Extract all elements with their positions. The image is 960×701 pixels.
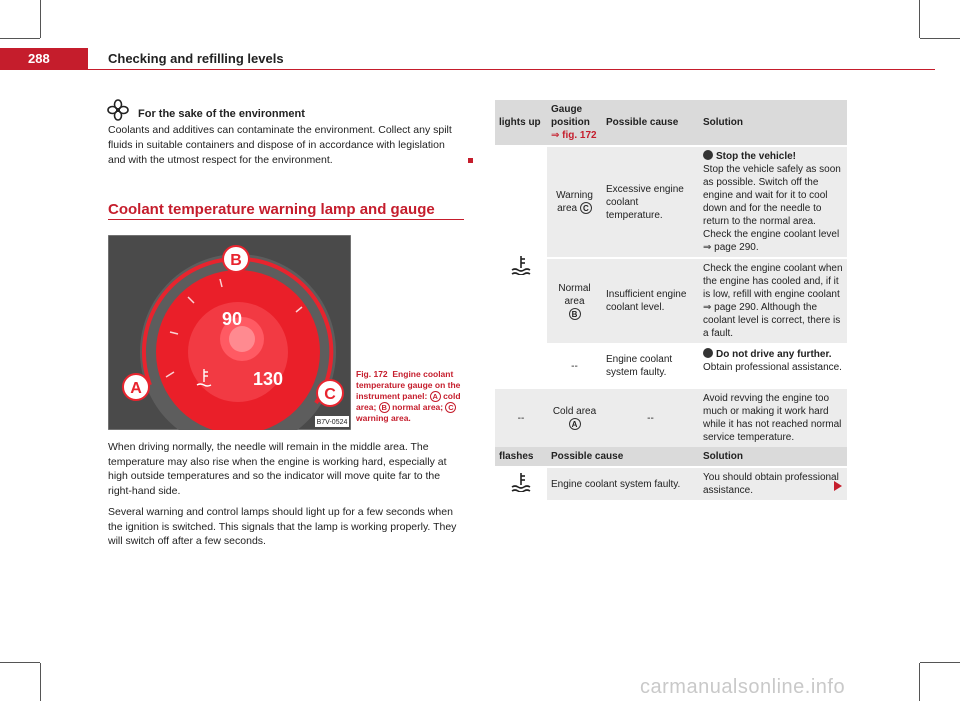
figure-label-a: A — [130, 380, 142, 397]
cause-cell: Excessive engine coolant temperature. — [602, 146, 699, 258]
body-paragraph-1: When driving normally, the needle will remain in the middle area. The temperature may also rise when the engine is working hard, especially at high outside temperatures and so the indicator will move quite far to the right-hand side. — [108, 441, 447, 497]
column-header-lights-up: lights up — [495, 100, 547, 146]
end-mark — [468, 158, 473, 163]
table-row — [495, 258, 847, 344]
cause-cell: -- — [602, 388, 699, 447]
flashes-table — [495, 447, 847, 500]
solution-cell: You should obtain professional assistance. — [699, 467, 847, 500]
figure-label-b: B — [230, 252, 242, 269]
crop-mark — [920, 38, 960, 39]
environment-text: Coolants and additives can contaminate the environment. Collect any spilt fluids in suitable containers and dispose of in accordance with legislation and with the utmost respect for the environment. — [108, 124, 452, 166]
table-row — [495, 146, 847, 258]
crop-mark — [0, 38, 40, 39]
figure-label-c: C — [324, 386, 336, 403]
solution-cell: Stop the vehicle! Stop the vehicle safely as soon as possible. Switch off the engine and wait for it to cool down and for the needle to return to the normal area. Check the engine coolant level ⇒ page 290. — [699, 146, 847, 258]
crop-mark — [0, 662, 40, 663]
crop-mark — [920, 662, 960, 663]
crop-mark — [919, 0, 920, 38]
table-row — [495, 467, 847, 500]
environment-title: For the sake of the environment — [138, 108, 305, 120]
stop-icon — [703, 150, 713, 160]
cause-cell: Engine coolant system faulty. — [547, 467, 699, 500]
cause-cell: Engine coolant system faulty. — [602, 344, 699, 388]
solution-cell: Avoid revving the engine too much or making it work hard while it has not reached normal service temperature. — [699, 388, 847, 447]
gauge-table — [495, 100, 847, 447]
coolant-warning-icon — [510, 255, 532, 275]
coolant-warning-icon — [510, 472, 532, 492]
section-rule — [108, 219, 464, 220]
column-header-gauge: Gauge position ⇒ fig. 172 — [547, 100, 602, 146]
column-header-solution: Solution — [699, 447, 847, 467]
figure-code: B7V-0524 — [316, 419, 348, 426]
solution-cell: Do not drive any further. Obtain professional assistance. — [699, 344, 847, 388]
column-header-solution: Solution — [699, 100, 847, 146]
coolant-flash-icon-cell — [495, 467, 547, 500]
figure-caption: Fig. 172 Engine coolant temperature gauge on the instrument panel: A cold area; B normal area; C warning area. — [356, 369, 461, 423]
gauge-value-90: 90 — [221, 309, 243, 329]
solution-cell: Check the engine coolant when the engine has cooled and, if it is low, refill with engine coolant ⇒ page 290. Although the coolant level is correct, there is a fault. — [699, 258, 847, 344]
body-paragraph-2: Several warning and control lamps should light up for a few seconds when the ignition is switched. This signals that the lamp is working properly. They will switch off after a few seconds. — [108, 506, 457, 547]
gauge-cell: Cold area A — [547, 388, 602, 447]
continue-arrow-icon — [834, 481, 842, 491]
gauge-value-130: 130 — [252, 369, 284, 389]
gauge-cell: -- — [547, 344, 602, 388]
environment-icon — [107, 99, 129, 121]
header-rule — [88, 69, 935, 70]
crop-mark — [40, 663, 41, 701]
coolant-gauge-figure — [108, 235, 351, 430]
coolant-warning-icon-cell — [495, 146, 547, 388]
table-row — [495, 388, 847, 447]
column-header-cause: Possible cause — [547, 447, 699, 467]
page-number: 288 — [28, 51, 50, 66]
cause-cell: Insufficient engine coolant level. — [602, 258, 699, 344]
lights-up-cell: -- — [495, 388, 547, 447]
crop-mark — [919, 663, 920, 701]
column-header-cause: Possible cause — [602, 100, 699, 146]
stop-icon — [703, 348, 713, 358]
table-row — [495, 344, 847, 388]
header-title: Checking and refilling levels — [108, 51, 284, 66]
watermark: carmanualsonline.info — [640, 676, 846, 698]
gauge-cell: Warning area C — [547, 146, 602, 258]
crop-mark — [40, 0, 41, 38]
gauge-cell: Normal area B — [547, 258, 602, 344]
section-title: Coolant temperature warning lamp and gauge — [108, 201, 435, 218]
column-header-flashes: flashes — [495, 447, 547, 467]
